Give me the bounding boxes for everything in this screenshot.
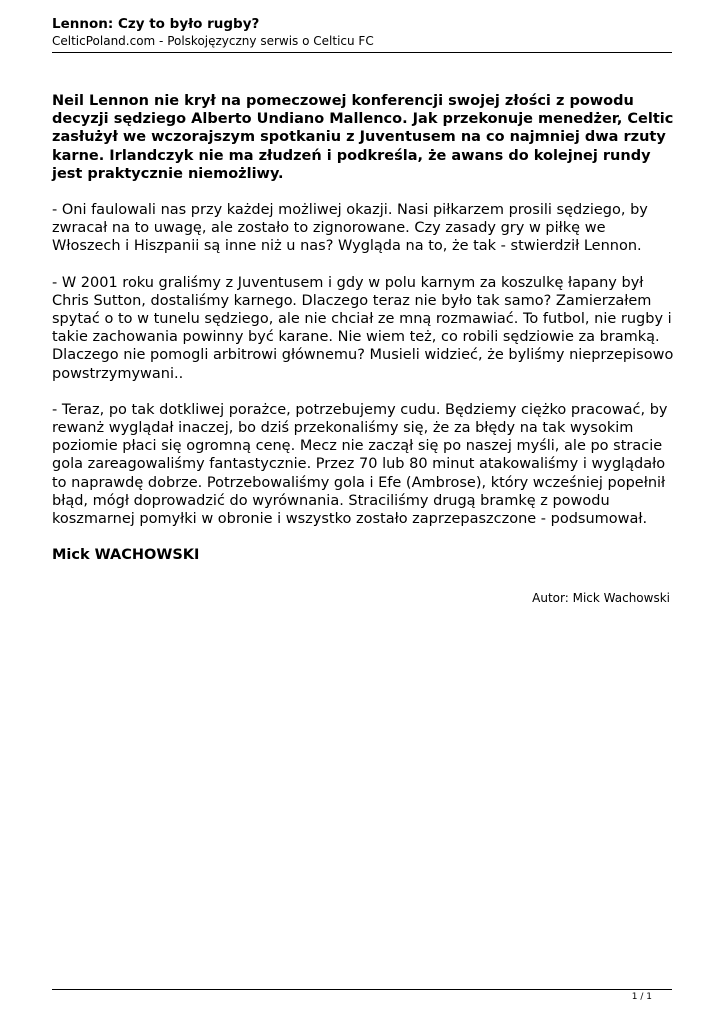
document-header (52, 15, 672, 49)
footer-divider (52, 989, 672, 990)
article-paragraph: - W 2001 roku graliśmy z Juventusem i gdy w polu karnym za koszulkę łapany był Chris Sutton, dostaliśmy karnego. Dlaczego teraz nie było tak samo? Zamierzałem spytać o to w tunelu sędziego, ale nie chciał ze mną rozmawiać. To futbol, nie rugby i takie zachowania powinny być karane. Nie wiem też, co robili sędziowie za bramką. Dlaczego nie pomogli arbitrowi głównemu? Musieli widzieć, że byliśmy nieprzepisowo powstrzymywani.. (52, 274, 674, 382)
page-number: 1 / 1 (631, 992, 652, 1002)
page-title: Lennon: Czy to było rugby? (52, 16, 260, 32)
site-subtitle: CelticPoland.com - Polskojęzyczny serwis o Celticu FC (52, 34, 374, 48)
article-paragraph: - Teraz, po tak dotkliwej porażce, potrzebujemy cudu. Będziemy ciężko pracować, by rewanż wyglądał inaczej, bo dziś przekonaliśmy się, że za błędy na tak wysokim poziomie płaci się ogromną cenę. Mecz nie zaczął się po naszej myśli, ale po stracie gola zareagowaliśmy fantastycznie. Przez 70 lub 80 minut atakowaliśmy i wyglądało to naprawdę dobrze. Potrzebowaliśmy gola i Efe (Ambrose), który wcześniej popełnił błąd, mógł doprowadzić do wyrównania. Straciliśmy drugą bramkę z powodu koszmarnej pomyłki w obronie i wszystko zostało zaprzepaszczone - podsumował. (52, 401, 668, 528)
author-line: Autor: Mick Wachowski (532, 591, 670, 606)
article-body (52, 92, 674, 606)
article-lead: Neil Lennon nie krył na pomeczowej konferencji swojej złości z powodu decyzji sędziego Alberto Undiano Mallenco. Jak przekonuje menedżer, Celtic zasłużył we wczorajszym spotkaniu z Juventusem na co najmniej dwa rzuty karne. Irlandczyk nie ma złudzeń i podkreśla, że awans do kolejnej rundy jest praktycznie niemożliwy. (52, 93, 674, 182)
header-divider (52, 52, 672, 53)
article-paragraph: - Oni faulowali nas przy każdej możliwej okazji. Nasi piłkarzem prosili sędziego, by zwracał na to uwagę, ale zostało to zignorowane. Czy zasady gry w piłkę we Włoszech i Hiszpanii są inne niż u nas? Wygląda na to, że tak - stwierdził Lennon. (52, 202, 648, 255)
article-signature: Mick WACHOWSKI (52, 547, 200, 564)
